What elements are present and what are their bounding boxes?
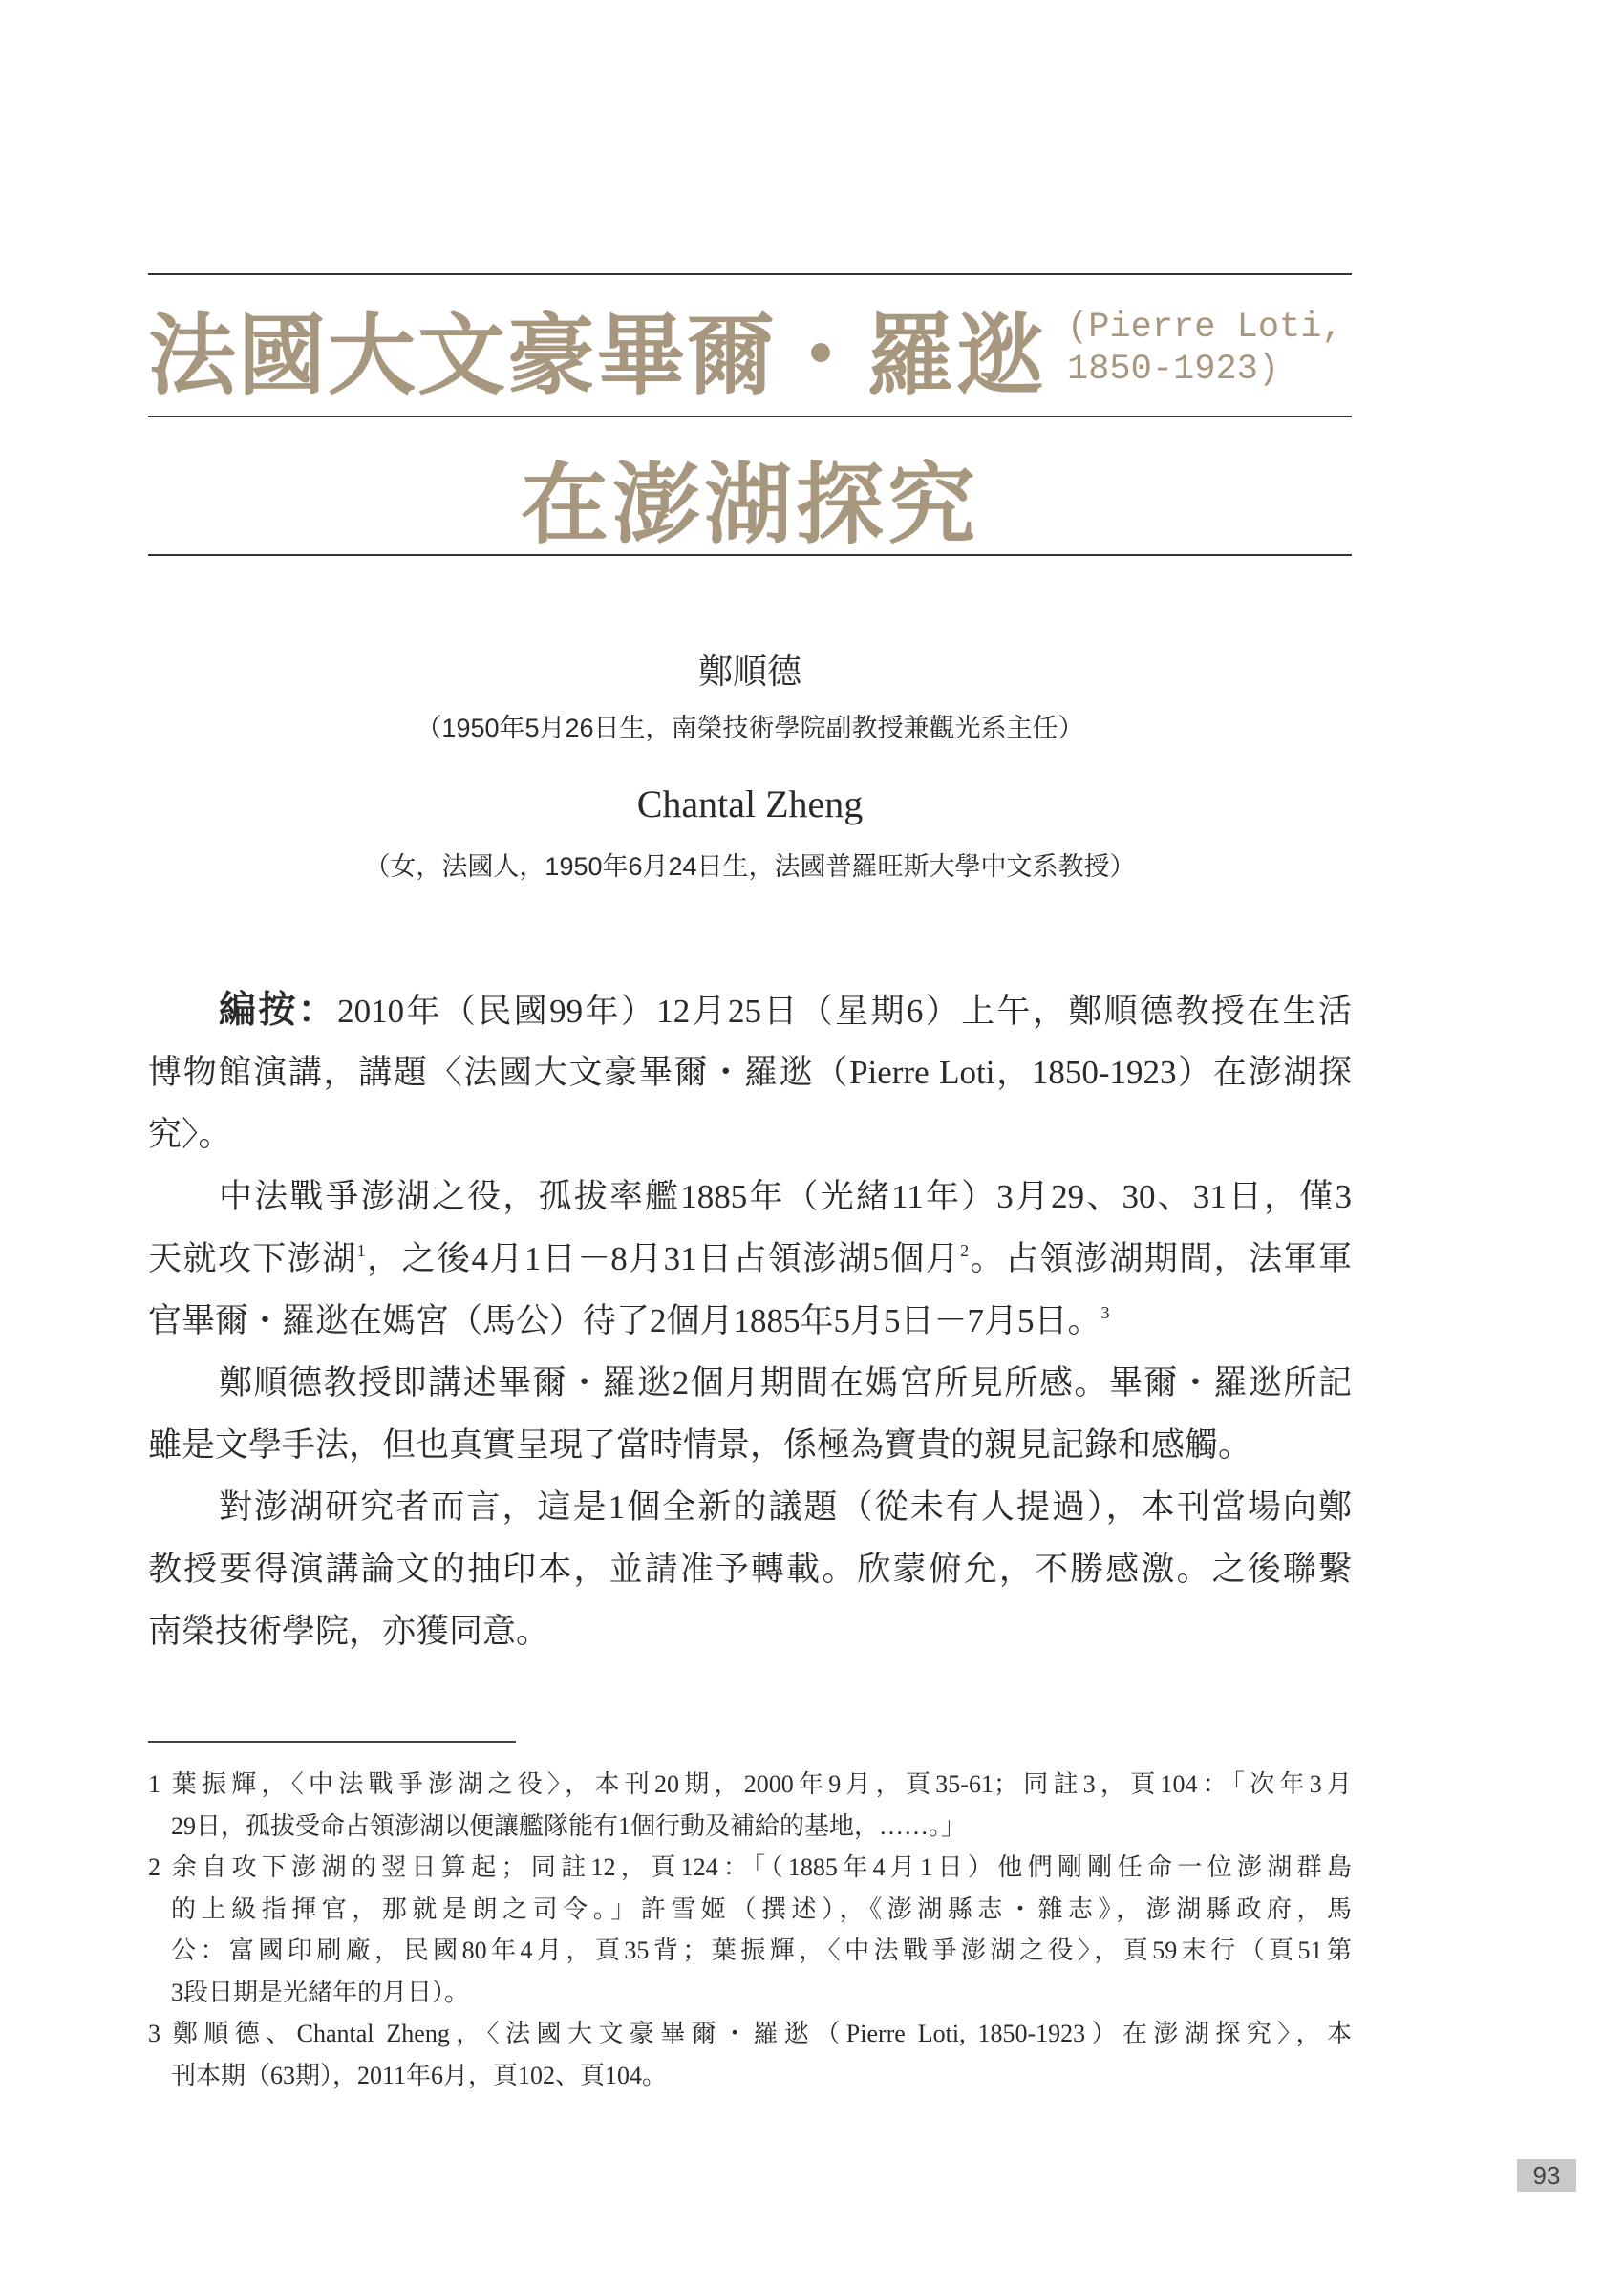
article-body bbox=[148, 984, 1352, 1667]
footnote-reference[interactable]: 3 bbox=[1100, 1303, 1110, 1322]
footnote-line: 2 余自攻下澎湖的翌日算起；同註12，頁124：「（1885年4月1日）他們剛剛任命一位澎湖群島 bbox=[148, 1853, 1352, 1881]
title-line-1 bbox=[148, 291, 1352, 406]
title-line-2: 在澎湖探究 bbox=[520, 453, 979, 556]
paragraph-line: 雖是文學手法，但也真實呈現了當時情景，係極為寶貴的親見記錄和感觸。 bbox=[148, 1426, 1252, 1464]
footnotes bbox=[148, 1766, 1352, 2098]
footnote-reference[interactable]: 2 bbox=[960, 1241, 970, 1260]
paragraph-line: 天就攻下澎湖$^1$，之後4月1日－8月31日占領澎湖5個月$^2$。占領澎湖期間，法軍軍 bbox=[148, 1240, 1352, 1277]
footnote-divider bbox=[148, 1741, 516, 1743]
paragraph-line: 教授要得演講論文的抽印本，並請准予轉載。欣蒙俯允，不勝感激。之後聯繫 bbox=[148, 1551, 1352, 1588]
paragraph-line: 鄭順德教授即講述畢爾・羅逖2個月期間在媽宮所見所感。畢爾・羅逖所記 bbox=[219, 1364, 1352, 1402]
author-name: Chantal Zheng bbox=[636, 782, 864, 825]
editor-note-label: 編按： bbox=[219, 989, 338, 1032]
author-affiliation: （1950年5月26日生，南榮技術學院副教授兼觀光系主任） bbox=[416, 714, 1084, 742]
page-number: 93 bbox=[1517, 2159, 1576, 2192]
author-name: 鄭順德 bbox=[697, 653, 801, 691]
footnote-line: 29日，孤拔受命占領澎湖以便讓艦隊能有1個行動及補給的基地，……。」 bbox=[171, 1811, 967, 1840]
title-subtitle-name: (Pierre Loti, bbox=[1067, 308, 1343, 348]
footnote-line: 刊本期（63期），2011年6月，頁102、頁104。 bbox=[171, 2061, 668, 2089]
paragraph-line: 究〉。 bbox=[148, 1116, 232, 1153]
title-subtitle bbox=[1067, 307, 1343, 391]
footnote-line: 公：富國印刷廠，民國80年4月，頁35背；葉振輝，〈中法戰爭澎湖之役〉，頁59末行（頁51第 bbox=[171, 1937, 1352, 1964]
title-subtitle-years: 1850-1923) bbox=[1067, 350, 1280, 390]
footnote-line: 3 鄭順德、Chantal Zheng，〈法國大文豪畢爾・羅逖（Pierre Loti, 1850-1923）在澎湖探究〉，本 bbox=[148, 2020, 1352, 2047]
title-rule-top bbox=[148, 273, 1352, 275]
footnote-line: 的上級指揮官，那就是朗之司令。」許雪姬（撰述），《澎湖縣志・雜志》，澎湖縣政府，馬 bbox=[171, 1894, 1352, 1923]
paragraph-line: 對澎湖研究者而言，這是1個全新的議題（從未有人提過），本刊當場向鄭 bbox=[219, 1488, 1352, 1526]
title-rule-bottom bbox=[148, 554, 1352, 556]
author-affiliation: （女，法國人，1950年6月24日生，法國普羅旺斯大學中文系教授） bbox=[364, 852, 1136, 881]
paragraph-line: 南榮技術學院，亦獲同意。 bbox=[148, 1613, 550, 1650]
paragraph-line: 中法戰爭澎湖之役，孤拔率艦1885年（光緒11年）3月29、30、31日，僅3 bbox=[219, 1178, 1352, 1215]
title-main: 法國大文豪畢爾・羅逖 bbox=[148, 304, 1047, 407]
paragraph-line: 博物館演講，講題〈法國大文豪畢爾・羅逖（Pierre Loti，1850-1923）在澎湖探 bbox=[148, 1054, 1352, 1091]
footnote-reference[interactable]: 1 bbox=[356, 1241, 366, 1260]
footnote-line: 1 葉振輝，〈中法戰爭澎湖之役〉，本刊20期，2000年9月，頁35-61；同註3，頁104：「次年3月 bbox=[148, 1770, 1352, 1798]
paragraph-line: 官畢爾・羅逖在媽宮（馬公）待了2個月1885年5月5日－7月5日。$^3$ bbox=[148, 1302, 1110, 1339]
paragraph-line: 編按：2010年（民國99年）12月25日（星期6）上午，鄭順德教授在生活 bbox=[219, 989, 1352, 1032]
footnote-line: 3段日期是光緒年的月日）。 bbox=[171, 1978, 470, 2006]
title-rule-middle bbox=[148, 416, 1352, 417]
